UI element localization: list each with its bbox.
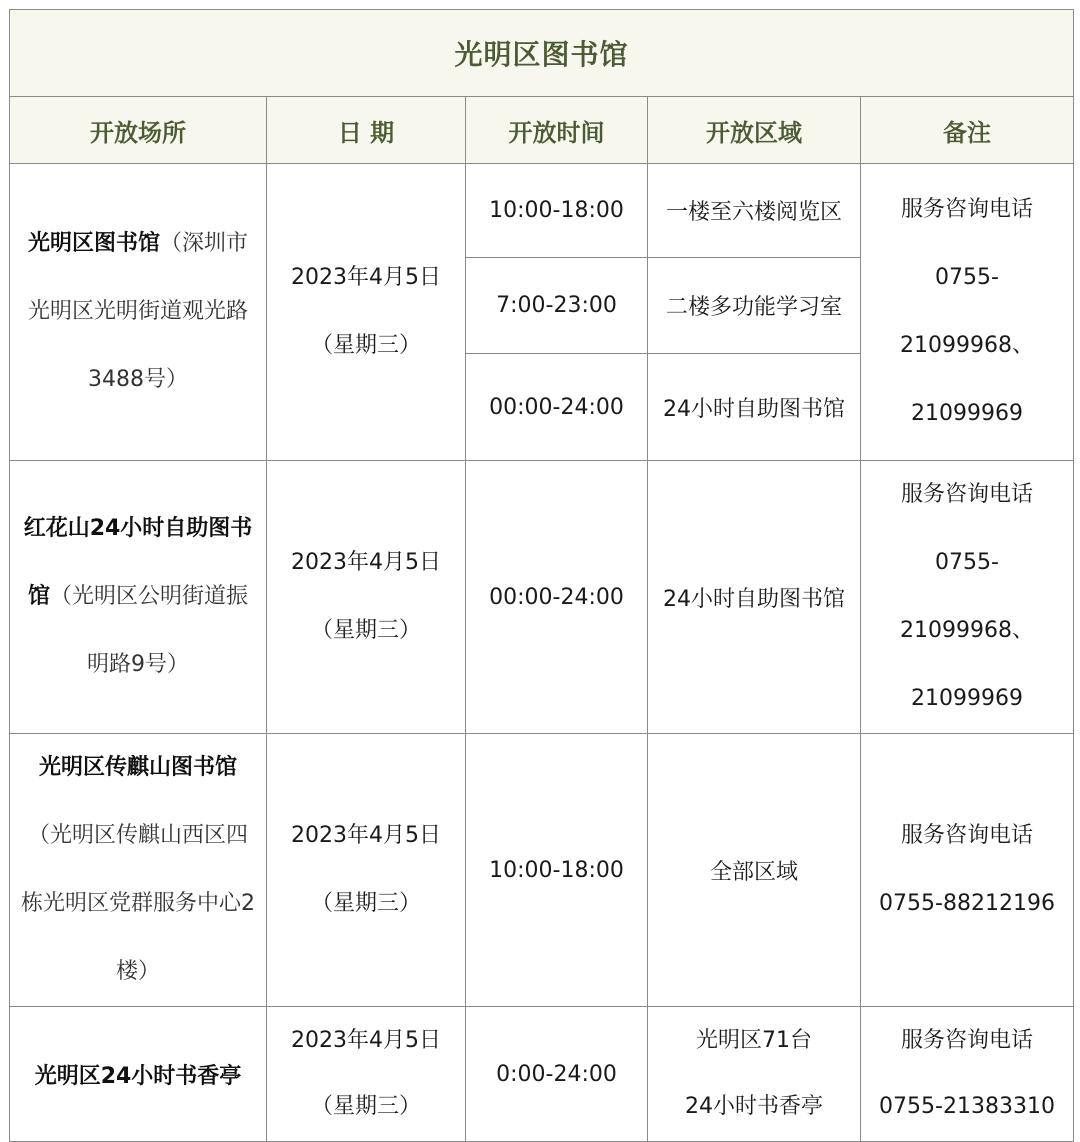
table-title: 光明区图书馆 (10, 10, 1074, 97)
area-cell: 全部区域 (648, 734, 861, 1007)
weekday-text: （星期三） (310, 891, 421, 916)
date-text: 2023年4月5日 (291, 550, 441, 575)
place-cell (10, 734, 267, 1007)
header-row (10, 97, 1074, 164)
place-cell (10, 164, 267, 461)
area-cell (648, 1007, 861, 1142)
place-name: 光明区图书馆 (27, 231, 160, 256)
note-phone: 0755-21099968、 (900, 550, 1034, 643)
note-phone: 0755-88212196 (879, 891, 1055, 916)
weekday-text: （星期三） (310, 618, 421, 643)
area-cell: 二楼多功能学习室 (648, 258, 861, 354)
note-cell (861, 461, 1074, 734)
header-note: 备注 (861, 97, 1074, 164)
title-row (10, 10, 1074, 97)
time-cell: 10:00-18:00 (466, 734, 648, 1007)
header-area: 开放区域 (648, 97, 861, 164)
schedule-table-container (9, 9, 1073, 1119)
note-cell (861, 164, 1074, 461)
area-line-2: 24小时书香亭 (685, 1094, 823, 1119)
date-cell (267, 164, 466, 461)
place-address: （光明区传麒山西区四栋光明区党群服务中心2楼） (21, 823, 255, 984)
date-text: 2023年4月5日 (291, 1028, 441, 1053)
weekday-text: （星期三） (310, 333, 421, 358)
date-cell (267, 734, 466, 1007)
time-cell: 00:00-24:00 (466, 461, 648, 734)
table-row (10, 1007, 1074, 1142)
time-cell: 7:00-23:00 (466, 258, 648, 354)
note-label: 服务咨询电话 (900, 1028, 1033, 1053)
table-row (10, 734, 1074, 1007)
time-cell: 0:00-24:00 (466, 1007, 648, 1142)
schedule-table (9, 9, 1074, 1142)
note-label: 服务咨询电话 (900, 197, 1033, 222)
note-label: 服务咨询电话 (900, 482, 1033, 507)
place-name: 红花山24小时自助图书馆 (23, 516, 253, 609)
header-place: 开放场所 (10, 97, 267, 164)
time-cell: 10:00-18:00 (466, 164, 648, 258)
note-cell (861, 734, 1074, 1007)
area-cell: 一楼至六楼阅览区 (648, 164, 861, 258)
table-row (10, 461, 1074, 734)
date-cell (267, 461, 466, 734)
area-line-1: 光明区71台 (696, 1028, 812, 1053)
weekday-text: （星期三） (310, 1094, 421, 1119)
note-phone-2: 21099969 (911, 401, 1023, 426)
date-text: 2023年4月5日 (291, 823, 441, 848)
place-cell (10, 461, 267, 734)
place-address: （光明区公明街道振明路9号） (50, 584, 249, 677)
table-row (10, 164, 1074, 258)
area-cell: 24小时自助图书馆 (648, 354, 861, 461)
place-name: 光明区24小时书香亭 (34, 1063, 242, 1089)
note-label: 服务咨询电话 (900, 823, 1033, 848)
note-cell (861, 1007, 1074, 1142)
date-cell (267, 1007, 466, 1142)
header-time: 开放时间 (466, 97, 648, 164)
note-phone: 0755-21383310 (879, 1094, 1055, 1119)
area-cell: 24小时自助图书馆 (648, 461, 861, 734)
note-phone: 0755-21099968、 (900, 265, 1034, 358)
note-phone-2: 21099969 (911, 686, 1023, 711)
date-text: 2023年4月5日 (291, 265, 441, 290)
place-name: 光明区传麒山图书馆 (38, 755, 237, 780)
header-date: 日 期 (267, 97, 466, 164)
time-cell: 00:00-24:00 (466, 354, 648, 461)
place-cell (10, 1007, 267, 1142)
place-address: （深圳市光明区光明街道观光路3488号） (27, 231, 249, 392)
